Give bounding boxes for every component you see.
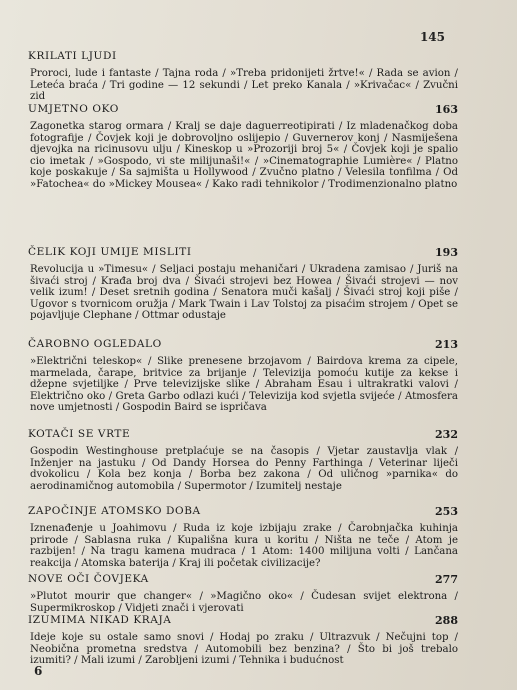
section-page-number: 213 bbox=[435, 338, 458, 351]
toc-section-zapocinje-atomsko-doba bbox=[28, 505, 458, 569]
section-title: ČELIK KOJI UMIJE MISLITI bbox=[28, 246, 192, 258]
section-page-number: 163 bbox=[435, 103, 458, 116]
section-page-number: 277 bbox=[435, 573, 458, 586]
section-contents: »Plutot mourir que changer« / »Magično oko« / Čudesan svijet elektrona / Supermikroskop / Vidjeti znači i vjerovati bbox=[30, 591, 458, 614]
section-contents: »Električni teleskop« / Slike prenesene brzojavom / Bairdova krema za cipele, marmelada, čarape, britvice za brijanje / Televizija pomoću kutije za kekse i džepne svjetiljke / Prve televizijske slike / Abraham Esau i ultrakratki valovi / Električno oko / Greta Garbo odlazi kući / Televizija kod svjetla svijeće / Atmosfera nove umjetnosti / Gospodin Baird se ispričava bbox=[30, 356, 458, 414]
bottom-page-number: 6 bbox=[34, 664, 43, 678]
section-contents: Zagonetka starog ormara / Kralj se daje daguerreotipirati / Iz mladenačkog doba fotografije / Čovjek koji je dobrovoljno oslijepio / Guvernerov konj / Nasmiješena djevojka na ricinusovu ulju / Kineskop u »Prozoriji broj 5« / Čovjek koji je spalio cio imetak / »Gospodo, vi ste milijunaši!« / »Cinematographie Lumière« / Platno koje poskakuje / Sa sajmišta u Hollywood / Zvučno platno / Velesila tonfilma / Od »Fatochea« do »Mickey Mousea« / Kako radi tehnikolor / Trodimenzionalno platno bbox=[30, 121, 458, 190]
section-header bbox=[28, 103, 458, 119]
section-contents: Revolucija u »Timesu« / Seljaci postaju mehaničari / Ukradena zamisao / Juriš na šivaći stroj / Krađa broj dva / Šivaći strojevi bez Howea / Šivaći strojevi — nov velik izum! / Deset sretnih godina / Senatora muči kašalj / Šivaći stroj koji piše / Ugovor s tvornicom oružja / Mark Twain i Lav Tolstoj za pisaćim strojem / Opet se pojavljuje Clephane / Ottmar odustaje bbox=[30, 264, 458, 322]
toc-section-umjetno-oko bbox=[28, 103, 458, 191]
toc-section-izumima-nikad-kraja bbox=[28, 614, 458, 667]
section-title: ČAROBNO OGLEDALO bbox=[28, 338, 162, 350]
section-title: KRILATI LJUDI bbox=[28, 50, 117, 62]
section-header bbox=[28, 428, 458, 444]
toc-section-krilati-ljudi bbox=[28, 50, 458, 103]
top-page-number: 145 bbox=[419, 30, 445, 44]
section-title: IZUMIMA NIKAD KRAJA bbox=[28, 614, 172, 626]
section-header bbox=[28, 338, 458, 354]
toc-section-nove-oci-covjeka bbox=[28, 573, 458, 614]
section-contents: Iznenađenje u Joahimovu / Ruda iz koje izbijaju zrake / Čarobnjačka kuhinja prirode / Sablasna ruka / Kupališna kura u koritu / Ništa ne teče / Atom je razbijen! / Na tragu kamena mudraca / 1 Atom: 1400 milijuna volti / Lančana reakcija / Atomska baterija / Kraj ili početak civilizacije? bbox=[30, 523, 458, 569]
section-title: ZAPOČINJE ATOMSKO DOBA bbox=[28, 505, 201, 517]
section-header bbox=[28, 246, 458, 262]
section-page-number: 193 bbox=[435, 246, 458, 259]
section-header bbox=[28, 50, 458, 66]
toc-section-celik-koji-umije-misliti bbox=[28, 246, 458, 322]
section-contents: Gospodin Westinghouse pretplaćuje se na časopis / Vjetar zaustavlja vlak / Inženjer na jastuku / Od Dandy Horsea do Penny Farthinga / Veterinar liječi dvokolicu / Kola bez konja / Borba bez zakona / Od uličnog »parnika« do aerodinamičnog automobila / Supermotor / Izumitelj nestaje bbox=[30, 446, 458, 492]
section-contents: Proroci, lude i fantaste / Tajna roda / »Treba pridonijeti žrtve!« / Rada se avion / Leteća braća / Tri godine — 12 sekundi / Let preko Kanala / »Krivačac« / Zvučni zid bbox=[30, 68, 458, 103]
section-title: NOVE OČI ČOVJEKA bbox=[28, 573, 149, 585]
section-header bbox=[28, 505, 458, 521]
toc-section-carobno-ogledalo bbox=[28, 338, 458, 414]
toc-section-kotaci-se-vrte bbox=[28, 428, 458, 492]
section-title: UMJETNO OKO bbox=[28, 103, 119, 115]
section-header bbox=[28, 614, 458, 630]
section-page-number: 288 bbox=[435, 614, 458, 627]
section-title: KOTAČI SE VRTE bbox=[28, 428, 131, 440]
section-page-number: 253 bbox=[435, 505, 458, 518]
section-page-number: 232 bbox=[435, 428, 458, 441]
section-header bbox=[28, 573, 458, 589]
section-contents: Ideje koje su ostale samo snovi / Hodaj po zraku / Ultrazvuk / Nečujni top / Neobična prometna sredstva / Automobili bez benzina? / Što bi još trebalo izumiti? / Mali izumi / Zarobljeni izumi / Tehnika i budućnost bbox=[30, 632, 458, 667]
